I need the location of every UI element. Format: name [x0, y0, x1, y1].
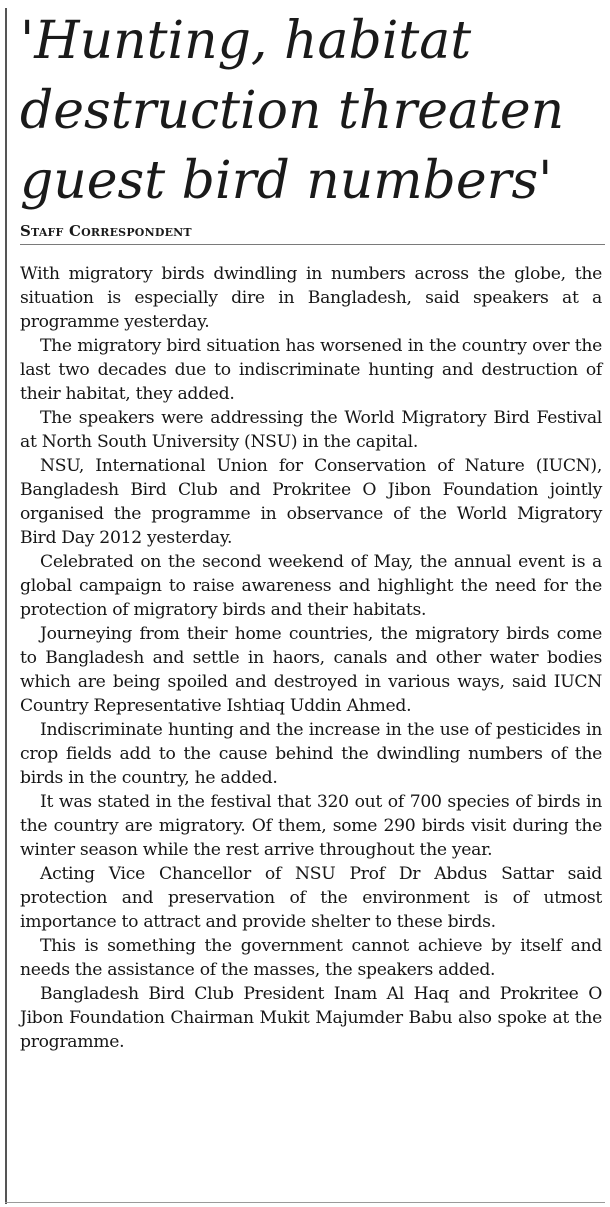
byline-divider — [20, 244, 605, 245]
bottom-divider — [5, 1202, 605, 1203]
headline — [20, 6, 605, 216]
byline: Staff Correspondent — [20, 222, 192, 240]
paragraph: This is something the government cannot achieve by itself and needs the assistance of the masses, the speakers added. — [20, 936, 602, 980]
headline-line: 'Hunting, habitat — [20, 11, 472, 71]
paragraph: NSU, International Union for Conservation of Nature (IUCN), Bangladesh Bird Club and Prokritee O Jibon Foundation jointly organised the programme in observance of the World Migratory Bird Day 2012 yesterday. — [20, 456, 602, 548]
paragraph: Acting Vice Chancellor of NSU Prof Dr Abdus Sattar said protection and preservation of the environment is of utmost importance to attract and provide shelter to these birds. — [20, 864, 602, 932]
paragraph: The migratory bird situation has worsened in the country over the last two decades due to indiscriminate hunting and destruction of their habitat, they added. — [20, 336, 602, 404]
article-body — [20, 262, 602, 1054]
paragraph: Celebrated on the second weekend of May, the annual event is a global campaign to raise awareness and highlight the need for the protection of migratory birds and their habitats. — [20, 552, 602, 620]
paragraph: Indiscriminate hunting and the increase in the use of pesticides in crop fields add to the cause behind the dwindling numbers of the birds in the country, he added. — [20, 720, 602, 788]
paragraph: The speakers were addressing the World Migratory Bird Festival at North South University (NSU) in the capital. — [20, 408, 602, 452]
paragraph: Journeying from their home countries, the migratory birds come to Bangladesh and settle in haors, canals and other water bodies which are being spoiled and destroyed in various ways, said IUCN Country Representative Ishtiaq Uddin Ahmed. — [20, 624, 602, 716]
paragraph: It was stated in the festival that 320 out of 700 species of birds in the country are migratory. Of them, some 290 birds visit during the winter season while the rest arrive throughout the year. — [20, 792, 602, 860]
column-rule — [5, 8, 7, 1204]
paragraph: With migratory birds dwindling in numbers across the globe, the situation is especially dire in Bangladesh, said speakers at a programme yesterday. — [20, 264, 602, 332]
paragraph: Bangladesh Bird Club President Inam Al Haq and Prokritee O Jibon Foundation Chairman Mukit Majumder Babu also spoke at the programme. — [20, 984, 602, 1052]
headline-line: guest bird numbers' — [20, 151, 553, 211]
headline-line: destruction threaten — [20, 81, 565, 141]
